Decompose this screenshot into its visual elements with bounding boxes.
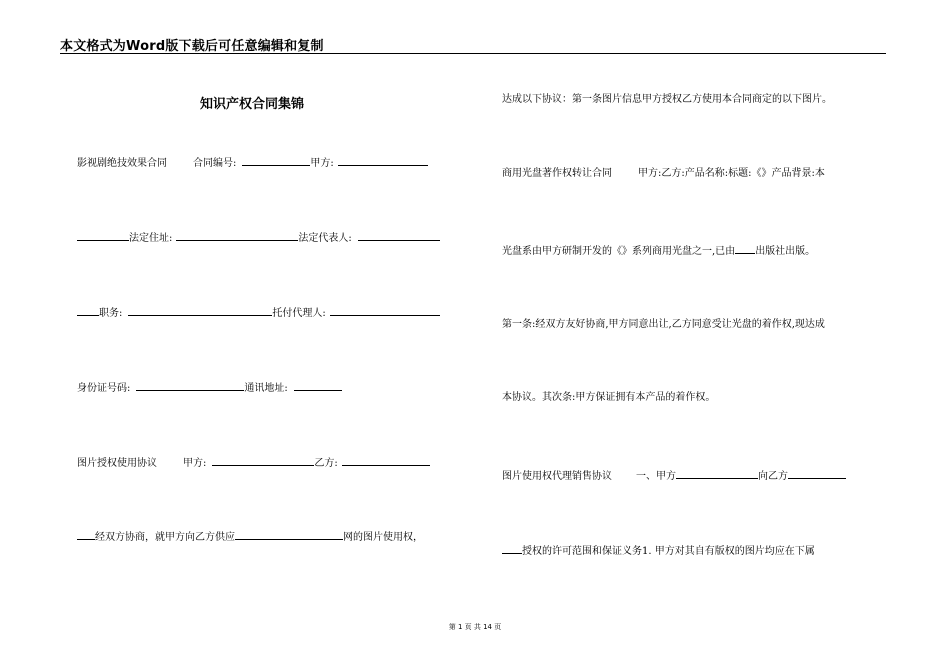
contract-number-blank[interactable]	[242, 155, 310, 166]
party-a-clause: 一、甲方	[636, 471, 676, 482]
legal-address-label: 法定住址:	[129, 233, 173, 244]
legal-address-blank[interactable]	[176, 230, 298, 241]
contract-line-6	[77, 529, 423, 544]
contract-number-label: 合同编号:	[193, 158, 237, 169]
article-two-text: 本协议。其次条:甲方保证拥有本产品的着作权。	[502, 392, 716, 403]
contract-line-1	[77, 155, 428, 170]
blank-field[interactable]	[77, 529, 95, 540]
page-number: 第 1 页 共 14 页	[448, 623, 502, 631]
agent-blank[interactable]	[330, 305, 440, 316]
usage-rights-text: 网的图片使用权，	[343, 532, 423, 543]
address-blank[interactable]	[294, 380, 342, 391]
party-b-label: 乙方:	[314, 458, 338, 469]
article-one-text: 第一条:经双方友好协商,甲方同意出让,乙方同意受让光盘的着作权,现达成	[502, 319, 825, 330]
header-divider	[60, 53, 886, 54]
id-number-label: 身份证号码:	[77, 383, 131, 394]
legal-rep-label: 法定代表人:	[298, 233, 352, 244]
party-b-blank[interactable]	[342, 455, 430, 466]
document-header: 本文格式为Word版下载后可任意编辑和复制	[60, 39, 324, 54]
contract-line-12	[502, 468, 846, 483]
position-blank[interactable]	[128, 305, 272, 316]
disc-copyright-title: 商用光盘著作权转让合同	[502, 168, 612, 179]
party-a-label-2: 甲方:	[183, 458, 207, 469]
website-blank[interactable]	[235, 529, 343, 540]
blank-field[interactable]	[502, 543, 522, 554]
contract-line-10	[502, 319, 825, 331]
party-a-blank-3[interactable]	[676, 468, 758, 479]
negotiation-text: 经双方协商，就甲方向乙方供应	[95, 532, 235, 543]
contract-line-11	[502, 392, 715, 404]
publisher-text: 出版社出版。	[755, 246, 816, 257]
license-scope-text: 授权的许可范围和保证义务1. 甲方对其自有版权的图片均应在下属	[522, 546, 815, 557]
contract-name: 影视剧绝技效果合同	[77, 158, 167, 169]
position-label: 职务:	[99, 308, 123, 319]
contract-line-9	[502, 243, 815, 258]
contract-line-2	[77, 230, 440, 245]
document-title: 知识产权合同集锦	[200, 97, 305, 112]
party-b-blank-2[interactable]	[788, 468, 846, 479]
contract-line-13	[502, 543, 815, 558]
contract-line-3	[77, 305, 440, 320]
contract-line-7	[502, 94, 832, 106]
legal-rep-blank[interactable]	[358, 230, 440, 241]
party-a-label: 甲方:	[310, 158, 334, 169]
disc-origin-text: 光盘系由甲方研制开发的《》系列商用光盘之一,已由	[502, 246, 736, 257]
contract-line-5	[77, 455, 430, 470]
blank-field[interactable]	[77, 305, 99, 316]
product-info-text: 甲方:乙方:产品名称:标题:《》产品背景:本	[638, 168, 825, 179]
agreement-text: 达成以下协议：第一条图片信息甲方授权乙方使用本合同商定的以下图片。	[502, 94, 832, 105]
contract-line-4	[77, 380, 342, 395]
contract-line-8	[502, 168, 825, 180]
id-number-blank[interactable]	[136, 380, 244, 391]
sales-agency-title: 图片使用权代理销售协议	[502, 471, 612, 482]
blank-field[interactable]	[77, 230, 129, 241]
agent-label: 托付代理人:	[272, 308, 326, 319]
image-license-title: 图片授权使用协议	[77, 458, 157, 469]
party-a-blank[interactable]	[338, 155, 428, 166]
publisher-blank[interactable]	[735, 243, 755, 254]
to-party-b-text: 向乙方	[758, 471, 788, 482]
address-label: 通讯地址:	[244, 383, 288, 394]
party-a-blank-2[interactable]	[212, 455, 314, 466]
